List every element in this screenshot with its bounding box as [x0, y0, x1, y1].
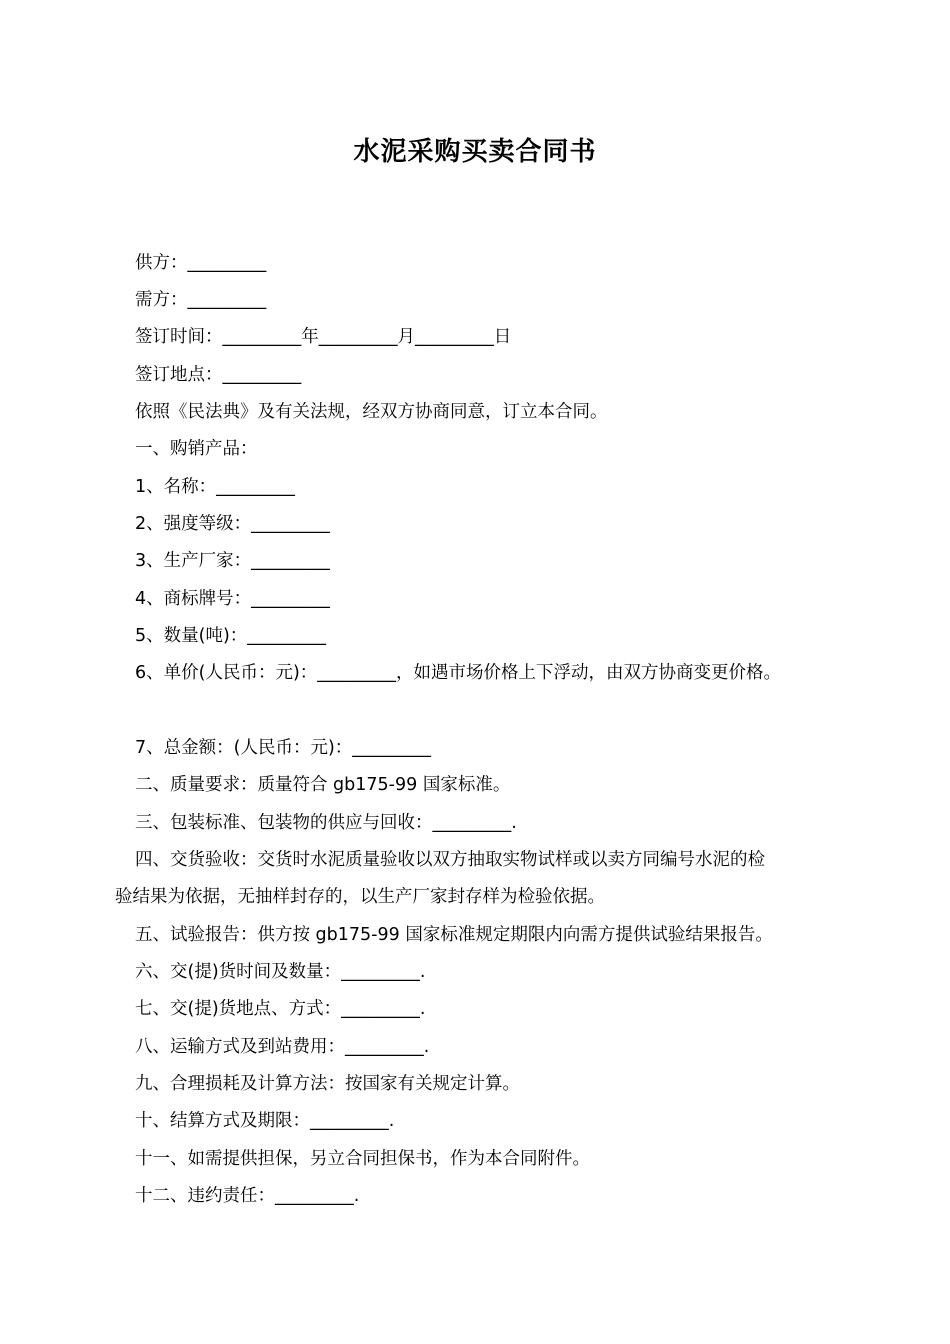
section-10-settlement: 十、结算方式及期限：_________.: [135, 1111, 395, 1131]
section-8-transport: 八、运输方式及到站费用：_________.: [135, 1037, 430, 1057]
section-7-delivery-place: 七、交(提)货地点、方式：_________.: [135, 999, 426, 1019]
section-4-acceptance: 四、交货验收：交货时水泥质量验收以双方抽取实物试样或以卖方同编号水泥的检: [135, 850, 765, 870]
supplier-line: 供方：_________: [135, 253, 267, 273]
item-strength-line: 2、强度等级：_________: [135, 514, 330, 534]
document-title: 水泥采购买卖合同书: [353, 137, 597, 167]
legal-basis-line: 依照《民法典》及有关法规，经双方协商同意，订立本合同。: [135, 402, 608, 422]
section-9-loss: 九、合理损耗及计算方法：按国家有关规定计算。: [135, 1074, 520, 1094]
section-6-delivery-time: 六、交(提)货时间及数量：_________.: [135, 962, 426, 982]
section-2-quality: 二、质量要求：质量符合 gb175-99 国家标准。: [135, 775, 511, 795]
section-12-liability: 十二、违约责任：_________.: [135, 1186, 360, 1206]
item-total-line: 7、总金额：(人民币：元)：_________: [135, 738, 432, 758]
item-quantity-line: 5、数量(吨)：_________: [135, 626, 327, 646]
section-4-acceptance-cont: 验结果为依据，无抽样封存的，以生产厂家封存样为检验依据。: [115, 887, 605, 907]
section-11-guarantee: 十一、如需提供担保，另立合同担保书，作为本合同附件。: [135, 1149, 590, 1169]
item-brand-line: 4、商标牌号：_________: [135, 589, 330, 609]
section-1-heading: 一、购销产品：: [135, 439, 258, 459]
section-5-test-report: 五、试验报告：供方按 gb175-99 国家标准规定期限内向需方提供试验结果报告。: [135, 925, 773, 945]
section-3-packaging: 三、包装标准、包装物的供应与回收：_________.: [135, 813, 517, 833]
buyer-line: 需方：_________: [135, 290, 267, 310]
item-unit-price-line: 6、单价(人民币：元)：_________，如遇市场价格上下浮动，由双方协商变更价格。: [135, 663, 782, 683]
item-manufacturer-line: 3、生产厂家：_________: [135, 551, 330, 571]
signing-date-line: 签订时间：_________年_________月_________日: [135, 327, 512, 347]
item-name-line: 1、名称：_________: [135, 477, 295, 497]
signing-place-line: 签订地点：_________: [135, 365, 302, 385]
